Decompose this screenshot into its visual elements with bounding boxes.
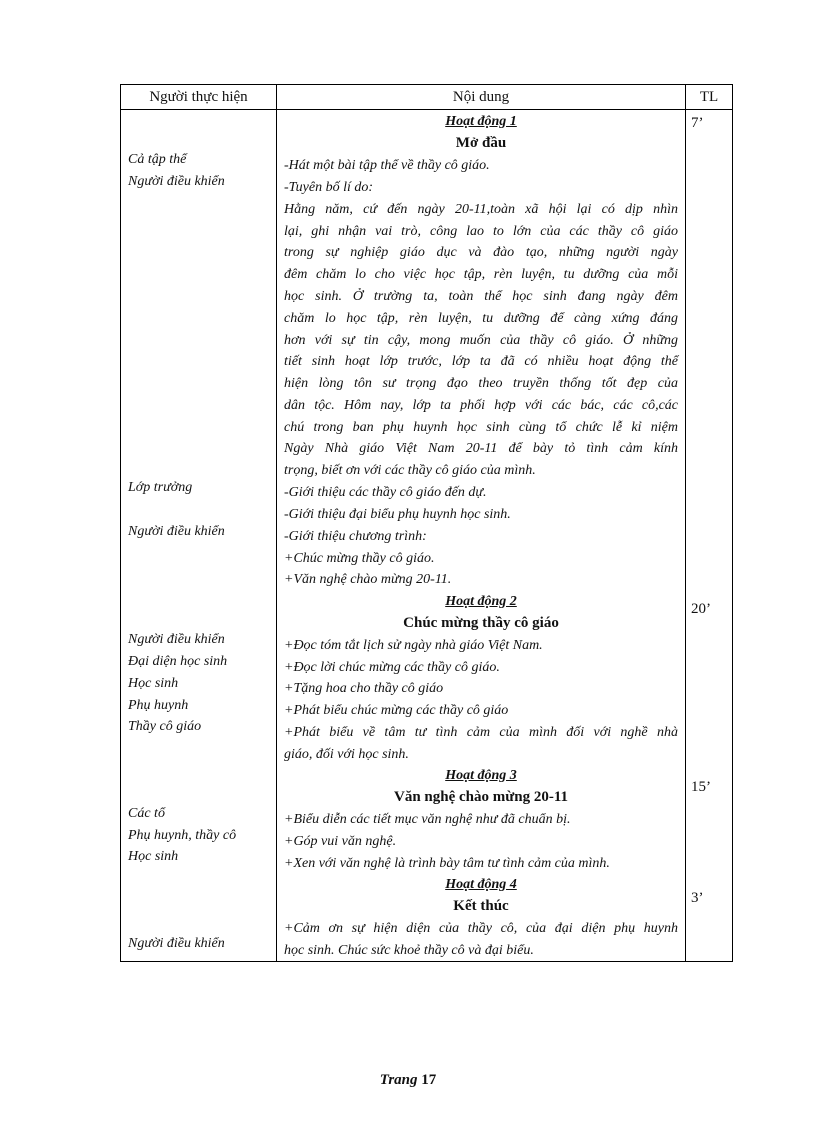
time-value: 15’ [691, 779, 711, 795]
content-line: học sinh. Chúc sức khoẻ thầy cô và đại biểu. [284, 943, 534, 958]
activity-heading: Hoạt động 3 [445, 768, 517, 783]
activity-heading: Hoạt động 4 [445, 877, 517, 892]
content-line: +Tặng hoa cho thầy cô giáo [284, 681, 444, 696]
column-divider [685, 85, 686, 961]
content-line: -Hát một bài tập thể về thầy cô giáo. [284, 158, 490, 173]
content-line: -Giới thiệu chương trình: [284, 529, 427, 544]
content-line: học sinh. Ở trường ta, toàn thể học sinh đang ngày đêm [284, 289, 678, 304]
performer-line: Thầy cô giáo [128, 719, 202, 734]
performer-line: Lớp trưởng [128, 480, 193, 495]
performer-line: Người điều khiển [128, 936, 225, 951]
performer-line: Đại diện học sinh [128, 654, 228, 669]
content-line: +Biểu diễn các tiết mục văn nghệ như đã chuẩn bị. [284, 812, 571, 827]
content-line: +Đọc tóm tắt lịch sử ngày nhà giáo Việt Nam. [284, 638, 543, 653]
content-line: +Xen với văn nghệ là trình bày tâm tư tình cảm của mình. [284, 856, 610, 871]
header-performer: Người thực hiện [149, 89, 248, 105]
content-line: -Tuyên bố lí do: [284, 180, 374, 195]
performer-line: Người điều khiển [128, 632, 225, 647]
section-title: Văn nghệ chào mừng 20-11 [393, 789, 569, 805]
content-line: +Phát biểu về tâm tư tình cảm của mình đối với nghề nhà [284, 725, 678, 740]
content-line: chăm lo học tập, rèn luyện, tu dưỡng để càng xứng đáng [284, 311, 678, 326]
time-value: 20’ [691, 601, 711, 617]
content-line: hiện lòng tôn sư trọng đạo theo truyền thống tốt đẹp của [284, 376, 678, 391]
activity-heading: Hoạt động 2 [445, 594, 517, 609]
content-line: +Chúc mừng thầy cô giáo. [284, 551, 435, 566]
content-line: +Đọc lời chúc mừng các thầy cô giáo. [284, 660, 500, 675]
content-line: trọng, biết ơn với các thầy cô giáo của mình. [284, 463, 536, 478]
section-title: Chúc mừng thầy cô giáo [403, 615, 559, 631]
header-divider [121, 109, 732, 110]
content-line: +Văn nghệ chào mừng 20-11. [284, 572, 452, 587]
activity-heading: Hoạt động 1 [445, 114, 517, 129]
content-line: hơn với sự tin cậy, mong muốn của thầy cô giáo. Ở những [284, 333, 678, 348]
page-footer [0, 1072, 816, 1089]
time-value: 3’ [691, 890, 704, 906]
performer-line: Học sinh [128, 676, 179, 691]
content-line: +Phát biểu chúc mừng các thầy cô giáo [284, 703, 509, 718]
page-label: Trang [379, 1072, 418, 1088]
content-line: -Giới thiệu các thầy cô giáo đến dự. [284, 485, 487, 500]
section-title: Kết thúc [453, 898, 509, 914]
content-line: giáo, đối với học sinh. [284, 747, 409, 762]
content-line: -Giới thiệu đại biểu phụ huynh học sinh. [284, 507, 511, 522]
content-line: đêm chăm lo cho việc học tập, rèn luyện, tu dưỡng của mỗi [284, 267, 678, 282]
header-time: TL [699, 89, 719, 105]
content-line: Hằng năm, cứ đến ngày 20-11,toàn xã hội lại có dịp nhìn [284, 202, 678, 217]
content-line: trong sự nghiệp giáo dục và đào tạo, những người ngày [284, 245, 678, 260]
performer-line: Người điều khiển [128, 524, 225, 539]
header-content: Nội dung [452, 89, 510, 105]
performer-line: Phụ huynh, thầy cô [128, 828, 237, 843]
performer-line: Phụ huynh [128, 698, 189, 713]
content-line: tiết sinh hoạt lớp trước, lớp ta đã có nhiều hoạt động thể [284, 354, 678, 369]
performer-line: Các tổ [128, 806, 165, 821]
content-line: dân tộc. Hôm nay, lớp ta phối hợp với các bác, các cô,các [284, 398, 678, 413]
performer-line: Cả tập thể [128, 152, 187, 167]
page-number: 17 [421, 1072, 437, 1088]
performer-line: Học sinh [128, 849, 179, 864]
content-line: Ngày Nhà giáo Việt Nam 20-11 để bày tỏ tình cảm kính [284, 441, 678, 456]
content-line: lại, ghi nhận vai trò, công lao to lớn của các thầy cô giáo [284, 224, 678, 239]
section-title: Mở đầu [455, 135, 507, 151]
content-line: +Cảm ơn sự hiện diện của thầy cô, của đại diện phụ huynh [284, 921, 678, 936]
column-divider [276, 85, 277, 961]
content-line: +Góp vui văn nghệ. [284, 834, 397, 849]
content-line: chú trong ban phụ huynh học sinh cùng tổ chức lễ kỉ niệm [284, 420, 678, 435]
performer-line: Người điều khiển [128, 174, 225, 189]
time-value: 7’ [691, 115, 704, 131]
program-table [120, 84, 733, 962]
